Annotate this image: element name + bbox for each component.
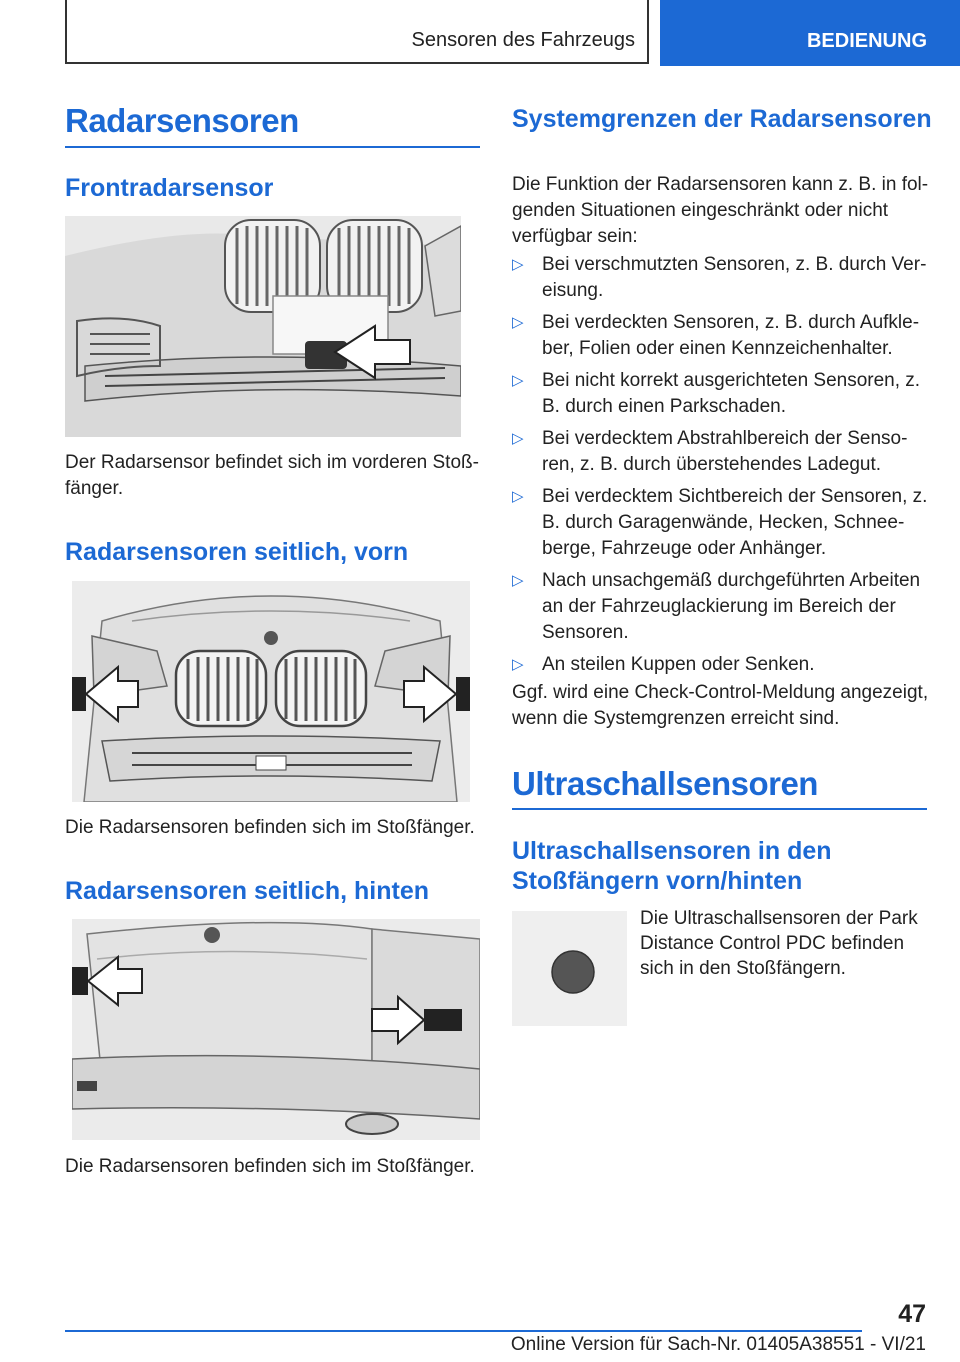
- side-front-text: Die Radarsensoren befinden sich im Stoßfänger.: [65, 817, 475, 838]
- front-radar-text: Der Radarsensor befindet sich im vorderen Stoßfänger.: [65, 452, 479, 499]
- heading-side-rear: Radarsensoren seitlich, hinten: [65, 877, 429, 905]
- page-number: 47: [898, 1300, 926, 1328]
- heading-ultrasonic: Ultraschallsensoren: [512, 765, 818, 802]
- triangle-bullet-icon: ▷: [512, 430, 524, 447]
- limits-intro: Die Funktion der Radarsensoren kann z. B. in folgenden Situationen eingeschränkt oder nicht verfügbar sein:: [512, 174, 929, 247]
- list-item: ▷ Bei nicht korrekt ausgerichteten Sensoren, z. B. durch einen Parkschaden.: [512, 370, 921, 417]
- side-rear-text: Die Radarsensoren befinden sich im Stoßfänger.: [65, 1156, 475, 1177]
- side-rear-radar-image: [72, 919, 480, 1140]
- page-title: Radarsensoren: [65, 102, 299, 139]
- triangle-bullet-icon: ▷: [512, 488, 524, 505]
- triangle-bullet-icon: ▷: [512, 572, 524, 589]
- list-item: ▷ Bei verdecktem Abstrahlbereich der Sensoren, z. B. durch überstehendes Ladegut.: [512, 428, 908, 475]
- footer-rule: [65, 1330, 862, 1332]
- triangle-bullet-icon: ▷: [512, 656, 524, 673]
- title-rule: [65, 146, 480, 148]
- limits-outro: Ggf. wird eine Check-Control-Meldung angezeigt, wenn die Systemgrenzen erreicht sind.: [512, 682, 929, 729]
- list-item: ▷ An steilen Kuppen oder Senken.: [512, 652, 932, 678]
- list-item: ▷ Bei verschmutzten Sensoren, z. B. durch Vereisung.: [512, 254, 927, 301]
- ultrasonic-sensor-image: [512, 911, 627, 1026]
- triangle-bullet-icon: ▷: [512, 314, 524, 331]
- heading-front-radar: Frontradarsensor: [65, 174, 274, 202]
- heading-system-limits: Systemgrenzen der Radarsensoren: [512, 105, 932, 133]
- list-item: ▷ Bei verdeckten Sensoren, z. B. durch Aufkleber, Folien oder einen Kennzeichenhalter.: [512, 312, 920, 359]
- heading-ultrasonic-bumpers: Ultraschallsensoren in den Stoßfängern vorn/hinten: [512, 837, 832, 895]
- ultrasonic-rule: [512, 808, 927, 810]
- list-item: ▷ Bei verdecktem Sichtbereich der Sensoren, z. B. durch Garagenwände, Hecken, Schneeberge, Fahrzeuge oder Anhänger.: [512, 486, 928, 559]
- side-front-radar-image: [72, 581, 470, 802]
- triangle-bullet-icon: ▷: [512, 372, 524, 389]
- footer-version: Online Version für Sach-Nr. 01405A38551 - VI/21: [510, 1334, 926, 1355]
- limits-list: [512, 252, 932, 684]
- list-item: ▷ Nach unsachgemäß durchgeführten Arbeiten an der Fahrzeuglackierung im Bereich der Sensoren.: [512, 570, 921, 643]
- front-radar-image: [65, 216, 461, 437]
- header-section-title: Sensoren des Fahrzeugs: [411, 29, 635, 51]
- triangle-bullet-icon: ▷: [512, 256, 524, 273]
- ultrasonic-text: Die Ultraschallsensoren der Park Distance Control PDC befinden sich in den Stoßfängern.: [640, 908, 918, 979]
- header-chapter-tab: BEDIENUNG: [660, 0, 960, 66]
- header-section-box: [65, 0, 649, 64]
- heading-side-front: Radarsensoren seitlich, vorn: [65, 538, 409, 566]
